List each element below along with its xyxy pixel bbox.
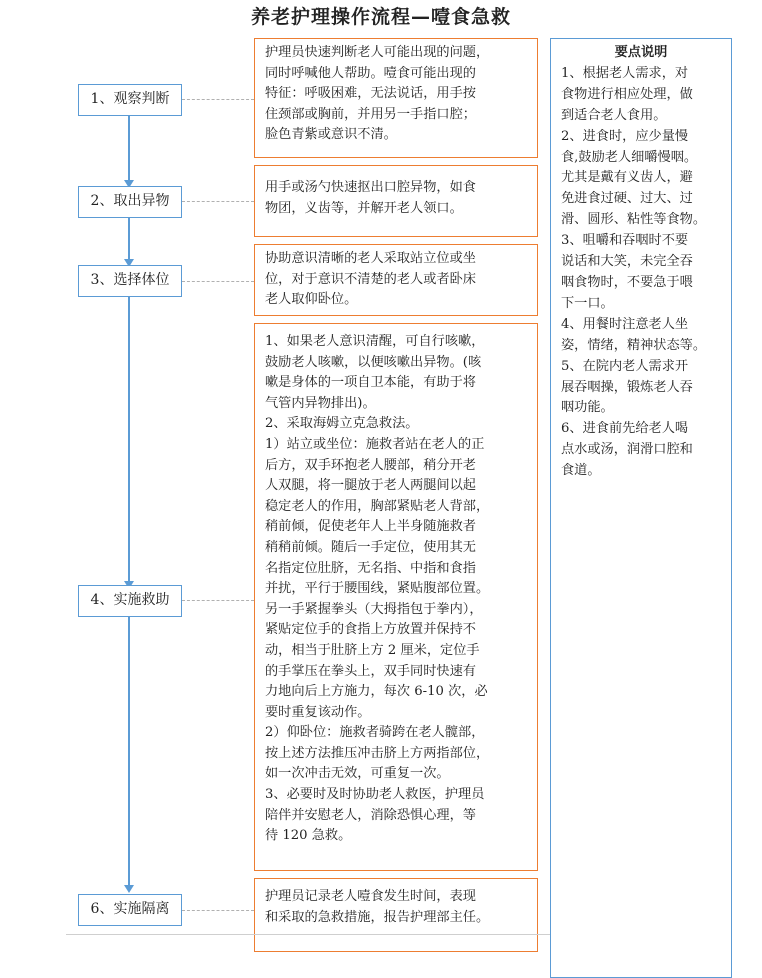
key-points-panel	[550, 38, 732, 978]
key-point-line: 5、在院内老人需求开	[561, 358, 689, 374]
leader-line	[182, 600, 254, 601]
desc-line: 名指定位肚脐，无名指、中指和食指	[265, 560, 476, 576]
desc-box-isolate	[254, 878, 538, 952]
bottom-rule	[66, 934, 550, 935]
key-point-line: 2、进食时，应少量慢	[561, 128, 689, 144]
desc-box-position	[254, 244, 538, 316]
desc-line: 特征：呼吸困难，无法说话，用手按	[265, 86, 476, 102]
desc-line: 脸色青紫或意识不清。	[265, 127, 397, 143]
desc-line: 用手或汤勺快速抠出口腔异物，如食	[265, 180, 476, 195]
desc-line: 如一次冲击无效，可重复一次。	[265, 766, 450, 782]
desc-line: 护理员快速判断老人可能出现的问题，	[265, 45, 490, 60]
key-point-line: 姿，情绪，精神状态等。	[561, 337, 707, 353]
step-box-remove-object: 2、取出异物	[78, 186, 182, 218]
desc-line: 动，相当于肚脐上方 2 厘米，定位手	[265, 642, 480, 658]
desc-box-observe	[254, 38, 538, 158]
desc-line: 要时重复该动作。	[265, 704, 371, 720]
key-point-line: 咽功能。	[561, 400, 614, 416]
step-box-isolate: 6、实施隔离	[78, 894, 182, 926]
step-box-rescue: 4、实施救助	[78, 585, 182, 617]
flow-arrow	[124, 885, 134, 893]
desc-line: 按上述方法推压冲击脐上方两指部位，	[265, 745, 490, 761]
key-point-line: 到适合老人食用。	[561, 107, 667, 123]
desc-line: 老人取仰卧位。	[265, 292, 358, 308]
desc-line: 2）仰卧位：施救者骑跨在老人髋部，	[265, 725, 485, 741]
key-point-line: 食,鼓励老人细嚼慢咽。	[561, 149, 698, 165]
key-point-line: 免进食过硬、过大、过	[561, 191, 693, 207]
desc-line: 力地向后上方施力，每次 6-10 次，必	[265, 684, 488, 700]
desc-line: 3、必要时及时协助老人救医，护理员	[265, 787, 485, 803]
desc-line: 同时呼喊他人帮助。噎食可能出现的	[265, 65, 476, 81]
flow-connector	[128, 217, 130, 262]
desc-line: 1、如果老人意识清醒，可自行咳嗽，	[265, 334, 485, 349]
desc-line: 位，对于意识不清楚的老人或者卧床	[265, 271, 476, 287]
desc-line: 鼓励老人咳嗽，以便咳嗽出异物。(咳	[265, 354, 482, 370]
key-points-title: 要点说明	[614, 45, 668, 60]
desc-line: 并扰，平行于腰围线，紧贴腹部位置。	[265, 581, 490, 597]
key-point-line: 说话和大笑，未完全吞	[561, 254, 693, 270]
desc-line: 另一手紧握拳头（大拇指包于拳内），	[265, 601, 483, 617]
desc-line: 2、采取海姆立克急救法。	[265, 416, 419, 432]
key-point-line: 1、根据老人需求，对	[561, 65, 689, 81]
page-title: 养老护理操作流程—噎食急救	[250, 6, 511, 28]
desc-line: 1）站立或坐位：施救者站在老人的正	[265, 436, 485, 452]
key-point-line: 滑、圆形、粘性等食物。	[561, 212, 707, 228]
desc-line: 紧贴定位手的食指上方放置并保持不	[265, 622, 476, 638]
desc-line: 嗽是身体的一项自卫本能，有助于将	[265, 375, 476, 391]
desc-line: 稍稍前倾。随后一手定位，使用其无	[265, 539, 476, 555]
desc-box-remove-object	[254, 165, 538, 237]
step-box-position: 3、选择体位	[78, 265, 182, 297]
leader-line	[182, 281, 254, 282]
desc-line: 人双腿，将一腿放于老人两腿间以起	[265, 478, 476, 494]
desc-line: 护理员记录老人噎食发生时间，表现	[265, 889, 476, 904]
desc-line: 物团，义齿等，并解开老人领口。	[265, 200, 463, 216]
flow-connector	[128, 297, 130, 584]
desc-line: 稍前倾，促使老年人上半身随施救者	[265, 519, 476, 535]
desc-box-rescue	[254, 323, 538, 871]
desc-line: 待 120 急救。	[265, 828, 352, 844]
key-point-line: 6、进食前先给老人喝	[561, 421, 689, 437]
desc-line: 的手掌压在拳头上，双手同时快速有	[265, 663, 476, 679]
flow-connector	[128, 617, 130, 888]
key-point-line: 食道。	[561, 463, 601, 479]
desc-line: 协助意识清晰的老人采取站立位或坐	[265, 251, 476, 266]
key-point-line: 食物进行相应处理，做	[561, 86, 693, 102]
key-point-line: 尤其是戴有义齿人，避	[561, 170, 693, 186]
key-point-line: 展吞咽操，锻炼老人吞	[561, 379, 693, 395]
desc-line: 和采取的急救措施，报告护理部主任。	[265, 909, 490, 925]
desc-line: 陪伴并安慰老人，消除恐惧心理，等	[265, 807, 476, 823]
leader-line	[182, 99, 254, 100]
desc-line: 气管内异物排出)。	[265, 395, 376, 411]
key-point-line: 3、咀嚼和吞咽时不要	[561, 233, 689, 249]
flow-connector	[128, 116, 130, 182]
key-point-line: 点水或汤，润滑口腔和	[561, 442, 693, 458]
leader-line	[182, 910, 254, 911]
key-point-line: 咽食物时，不要急于喂	[561, 274, 693, 290]
leader-line	[182, 201, 254, 202]
desc-line: 后方，双手环抱老人腰部，稍分开老	[265, 457, 476, 473]
desc-line: 住颈部或胸前，并用另一手指口腔；	[265, 106, 476, 122]
key-point-line: 4、用餐时注意老人坐	[561, 316, 689, 332]
desc-line: 稳定老人的作用，胸部紧贴老人背部，	[265, 498, 490, 514]
key-point-line: 下一口。	[561, 295, 614, 311]
step-box-observe: 1、观察判断	[78, 84, 182, 116]
